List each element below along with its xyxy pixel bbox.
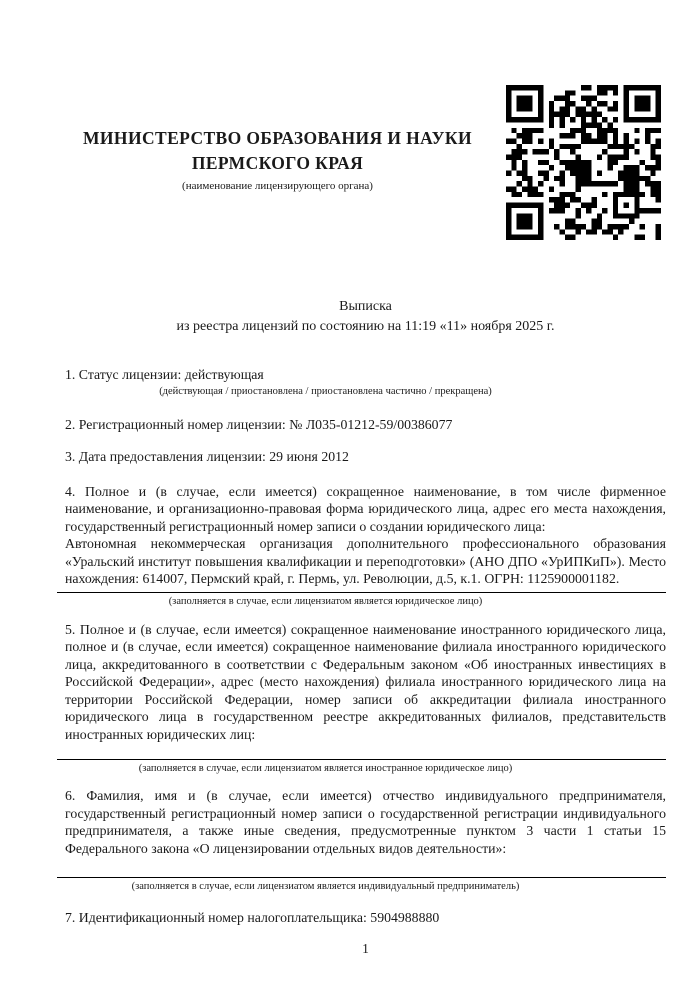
ministry-name-line1: МИНИСТЕРСТВО ОБРАЗОВАНИЯ И НАУКИ [83, 128, 472, 148]
entrepreneur-item: 6. Фамилия, имя и (в случае, если имеется) отчество индивидуального предпринимателя, государственный регистрационный номер записи о государственной регистрации индивидуального предпринимателя, а также иные сведения, предусмотренные пунктом 3 части 1 статьи 15 Федерального закона «О лицензировании отдельных видов деятельности»: [65, 788, 666, 856]
foreign-entity-note: (заполняется в случае, если лицензиатом является иностранное юридическое лицо) [138, 763, 513, 774]
legal-entity-clause: 4. Полное и (в случае, если имеется) сокращенное наименование, в том числе фирменное наименование, и организационно-правовая форма юридического лица, адрес его места нахождения, государственный регистрационный номер записи о создании юридического лица: [65, 483, 666, 534]
legal-entity-note: (заполняется в случае, если лицензиатом является юридическое лицо) [168, 595, 483, 607]
ministry-caption: (наименование лицензирующего органа) [182, 180, 373, 192]
license-status-note: (действующая / приостановлена / приостановлена частично / прекращена) [159, 385, 492, 397]
document-title [65, 297, 666, 337]
document-header [65, 82, 666, 240]
ministry-name-line2: ПЕРМСКОГО КРАЯ [191, 153, 364, 173]
entrepreneur-note: (заполняется в случае, если лицензиатом является индивидуальный предприниматель) [131, 881, 520, 892]
document-title-line2: из реестра лицензий по состоянию на 11:19 «11» ноября 2025 г. [176, 319, 555, 334]
license-status-item: 1. Статус лицензии: действующая [65, 367, 264, 382]
registration-number-item: 2. Регистрационный номер лицензии: № Л035-01212-59/00386077 [65, 416, 453, 432]
legal-entity-value: Автономная некоммерческая организация дополнительного профессионального образования «Уральский институт повышения квалификации и переподготовки» (АНО ДПО «УрИПКиП»). Место нахождения: 614007, Пермский край, г. Пермь, ул. Революции, д.5, к.1. ОГРН: 1125900001182. [65, 536, 666, 586]
licensing-authority-block [65, 82, 490, 193]
entrepreneur-fill-line [57, 877, 666, 878]
foreign-entity-fill-line [57, 759, 666, 760]
document-title-line1: Выписка [339, 299, 392, 314]
qr-code [506, 85, 661, 240]
foreign-entity-item: 5. Полное и (в случае, если имеется) сокращенное наименование иностранного юридического лица, полное и (в случае, если имеется) сокращенное наименование филиала иностранного юридического лица, аккредитованного в соответствии с Федеральным законом «Об иностранных инвестициях в Российской Федерации», адрес (место нахождения) филиала иностранного юридического лица на территории Российской Федерации, номер записи об аккредитации филиала иностранного юридического лица в государственном реестре аккредитованных филиалов, представительств иностранных юридических лиц: [65, 621, 666, 742]
grant-date-item: 3. Дата предоставления лицензии: 29 июня 2012 [65, 449, 349, 464]
taxpayer-number-item: 7. Идентификационный номер налогоплательщика: 5904988880 [65, 910, 440, 925]
legal-entity-item [65, 483, 666, 588]
ministry-name [65, 126, 490, 176]
page-number: 1 [362, 940, 369, 956]
legal-entity-fill-line [57, 592, 666, 593]
